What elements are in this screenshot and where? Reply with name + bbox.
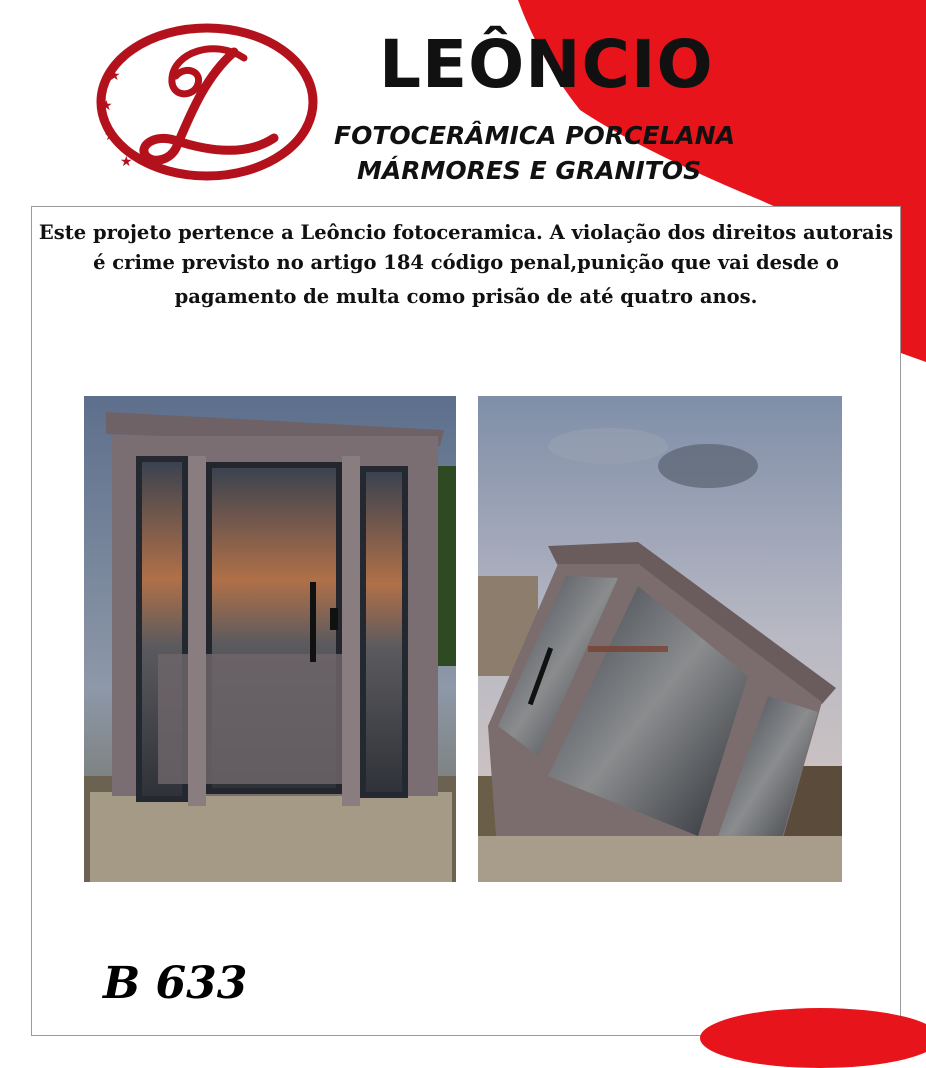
- tagline-line1: FOTOCERÂMICA PORCELANA: [334, 121, 736, 150]
- tagline-line2: MÁRMORES E GRANITOS: [357, 156, 702, 185]
- red-corner-shape: [700, 1008, 926, 1068]
- leoncio-logo: [94, 18, 320, 186]
- svg-text:★: ★: [100, 97, 113, 113]
- script-l-monogram-icon: [94, 18, 320, 186]
- granite-tomb-side-photo: [478, 396, 842, 882]
- svg-text:★: ★: [108, 67, 121, 83]
- copyright-notice: [35, 218, 897, 312]
- notice-line1: Este projeto pertence a Leôncio fotoceramica. A violação dos direitos autorais é crime previsto no artigo 184 código penal,punição que vai desde o: [38, 221, 894, 274]
- product-code: B 633: [103, 958, 248, 1009]
- notice-line2: pagamento de multa como prisão de até quatro anos.: [174, 285, 758, 308]
- tomb-side-photo: [478, 396, 842, 882]
- brand-name: LEÔNCIO: [379, 26, 714, 103]
- svg-text:★: ★: [104, 127, 117, 143]
- svg-text:★: ★: [120, 153, 133, 169]
- granite-tomb-front-photo: [84, 396, 456, 882]
- tomb-front-photo: [84, 396, 456, 882]
